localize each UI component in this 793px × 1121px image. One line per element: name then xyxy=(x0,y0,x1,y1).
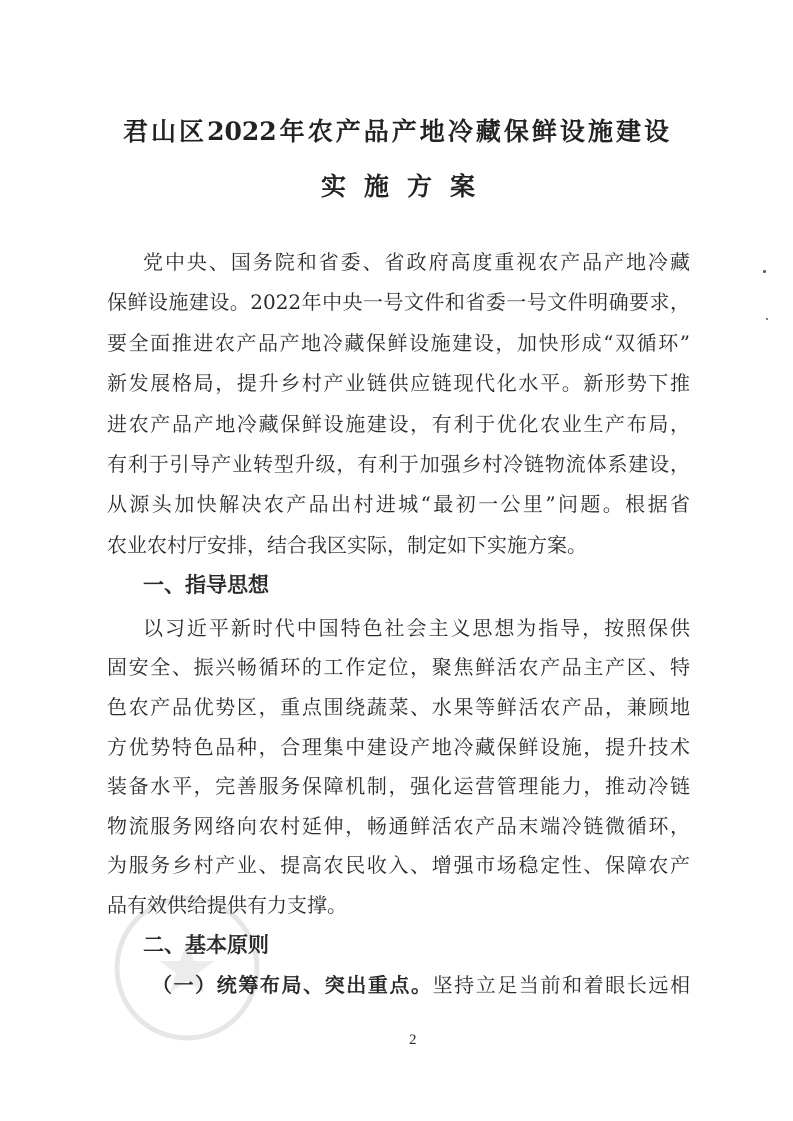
section1-line: 色农产品优势区，重点围绕蔬菜、水果等鲜活农产品，兼顾地 xyxy=(107,695,690,719)
section1-line: 品有效供给提供有力支撑。 xyxy=(107,893,347,917)
section1-line: 固安全、振兴畅循环的工作定位，聚焦鲜活农产品主产区、特 xyxy=(107,655,690,679)
section1-line: 装备水平，完善服务保障机制，强化运营管理能力，推动冷链 xyxy=(107,774,690,798)
intro-line: 要全面推进农产品产地冷藏保鲜设施建设，加快形成“双循环” xyxy=(107,331,690,355)
principle1-lead: （一）统筹布局、突出重点。 xyxy=(152,973,433,997)
section-heading-guiding-ideology: 一、指导思想 xyxy=(143,573,269,597)
page-number: 2 xyxy=(409,1032,417,1048)
intro-line: 新发展格局，提升乡村产业链供应链现代化水平。新形势下推 xyxy=(107,371,690,395)
intro-line: 从源头加快解决农产品出村进城“最初一公里”问题。根据省 xyxy=(107,492,690,516)
scan-speck xyxy=(763,270,766,273)
document-title-line1: 君山区2022年农产品产地冷藏保鲜设施建设 xyxy=(123,117,669,146)
intro-line: 保鲜设施建设。2022年中央一号文件和省委一号文件明确要求， xyxy=(107,290,690,314)
scan-speck xyxy=(766,318,768,320)
section1-line: 以习近平新时代中国特色社会主义思想为指导，按照保供 xyxy=(143,616,690,640)
intro-line: 农业农村厅安排，结合我区实际，制定如下实施方案。 xyxy=(107,533,587,557)
section1-line: 为服务乡村产业、提高农民收入、增强市场稳定性、保障农产 xyxy=(107,853,690,877)
principle1-line xyxy=(152,968,690,1002)
document-title-line2: 实施方案 xyxy=(321,172,475,201)
intro-line: 进农产品产地冷藏保鲜设施建设，有利于优化农业生产布局， xyxy=(107,412,690,436)
section1-line: 方优势特色品种，合理集中建设产地冷藏保鲜设施，提升技术 xyxy=(107,735,690,759)
intro-line: 党中央、国务院和省委、省政府高度重视农产品产地冷藏 xyxy=(143,250,690,274)
section1-line: 物流服务网络向农村延伸，畅通鲜活农产品末端冷链微循环， xyxy=(107,814,690,838)
principle1-text: 坚持立足当前和着眼长远相 xyxy=(432,973,691,997)
intro-line: 有利于引导产业转型升级，有利于加强乡村冷链物流体系建设， xyxy=(107,452,690,476)
section-heading-basic-principles: 二、基本原则 xyxy=(143,933,269,957)
